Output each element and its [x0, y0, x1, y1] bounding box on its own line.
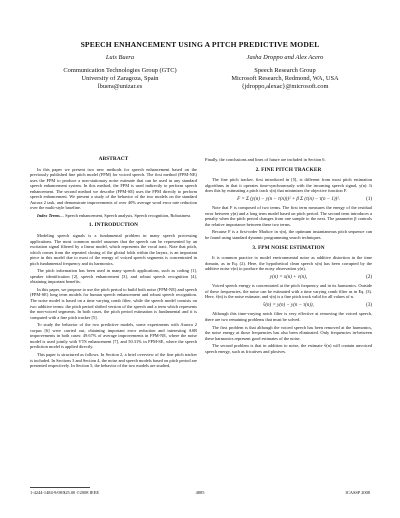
footer-rule [30, 487, 90, 488]
section-heading-intro: 1. INTRODUCTION [88, 222, 139, 229]
author-block-2 [205, 54, 365, 91]
paragraph: The first problem is that although the voiced speech has been removed at the harmonics, the noise energy at those frequencies has also been eliminated. Only frequencies in-between these harmonics represent good estimates of the noise. [205, 324, 372, 341]
index-terms-text: — Speech enhancement, Speech analysis, Speech recognition, Robustness [59, 212, 191, 218]
index-terms-label: Index Terms [37, 212, 60, 218]
equation-2 [205, 275, 372, 281]
right-column [205, 157, 372, 356]
author-affiliation: Communication Technologies Group (GTC) [63, 67, 177, 75]
author-affiliation: Speech Research Group [254, 67, 316, 75]
section-heading-noise: 3. FPM NOISE ESTIMATION [252, 244, 325, 251]
equation-3 [205, 303, 372, 309]
footer-copyright: 1-4244-1484-9/08/$25.00 ©2008 IEEE [30, 490, 100, 495]
equation-body: v̂(n) = y(n) − y(n − τ(n)), [263, 302, 314, 308]
author-email: {jdroppo,alexac}@microsoft.com [241, 83, 329, 91]
section-heading-tracker: 2. FINE PITCH TRACKER [255, 166, 322, 173]
paragraph: Finally, the conclusions and lines of future are included in Section 6. [205, 157, 326, 162]
paragraph: Because F is a first-order Markov in τ(n), the optimum instantaneous pitch sequence can be found using standard dynamic programming search techniques. [205, 229, 372, 241]
author-name: Jasha Droppo and Alex Acero [246, 54, 324, 61]
paragraph: Voiced speech energy is concentrated at the pitch frequency and in its harmonics. Outside of these frequencies, the noise can be estimated with a time varying comb filter as in Eq. (3). Here, v̂(n) is the noise estimate, and τ(n) is a fine pitch track valid for all values of n. [205, 283, 372, 300]
left-column [30, 157, 197, 371]
paragraph: Note that F is composed of two terms. The first term measures the energy of the residual error between y(n) and a long term model based on pitch period. The second term introduces a penalty when the pitch period changes from one sample to the next. The parameter β controls the relative importance between these two terms. [205, 205, 372, 227]
paragraph: To study the behavior of the two predictive models, some experiments with Aurora 2 corpus [6] were carried out, obtaining important error reduction and interesting ASR improvements in both cases: 49.67% of average improvements in FPM-NE, where the noise model is used jointly with VTS enhancement [7], and 50.31% in FPM-SE, where the speech prediction model is applied directly. [30, 322, 197, 350]
paragraph: The fine pitch tracker, first introduced in [5], is different from most pitch estimation algorithms in that it operates time-synchronously with the incoming speech signal, y(n). It does this by estimating a pitch track τ(n) that minimizes the objective function F. [205, 177, 372, 194]
equation-body: F = Σ (y(n) − y(n − τ(n)))² + β Σ (τ(n) − τ(n − 1))². [237, 196, 340, 202]
paragraph: It is common practice to model environmental noise as additive distortion in the time domain, as in Eq. (2). Here, the hypothetical clean speech x(n) has been corrupted by the additive noise v(n) to produce the noisy observation y(n), [205, 255, 372, 272]
paragraph: Modeling speech signals is a fundamental problem in many speech processing applications. The most common model assumes that the speech can be represented by an excitation signal filtered by a linear model, which represents the vocal tract. Note that pitch, which comes from the repeated closing of the glottal folds within the larynx, is an important piece in this model due to most of the energy of voiced speech segments is concentrated in pitch fundamental frequency and its harmonics. [30, 233, 197, 266]
abstract-text: In this paper we present two new methods for speech enhancement based on the previously published fine pitch model (FPM) for voiced speech. The first method (FPM-NE) uses the FPM to produce a non-stationary noise estimate that can be used in any standard speech enhancement system. In this method, the FPM is used indirectly to perform speech enhancement. The second method we describe (FPM-SE) uses the FPM directly to perform speech enhancement. We present a study of the behavior of the two models on the standard Aurora 2 task, and demonstrate improvements of over 40% average word error rate reduction over the multi-style baseline. [30, 166, 197, 211]
paragraph: Although this time-varying notch filter is very effective at removing the voiced speech, there are two remaining problems that must be solved. [205, 311, 372, 323]
paper-title: SPEECH ENHANCEMENT USING A PITCH PREDICTIVE MODEL [80, 40, 320, 49]
equation-number: (1) [366, 196, 372, 202]
equation-body: y(n) = x(n) + v(n), [269, 274, 308, 280]
page-number: 4885 [195, 490, 205, 495]
paragraph: The pitch information has been used in many speech applications, such as coding [1], speaker identification [2], speech enhancement [3], and robust speech recognition [4], obtaining important benefits. [30, 268, 197, 285]
paragraph: In this paper, we propose to use the pitch period to build both noise (FPM-NE) and speech (FPM-SE) long term models for human speech enhancement and robust speech recognition. The noise model is based on a time varying comb filter, while the speech model consists on two additive terms: the pitch period shifted version of the speech and a term which represents the non-voiced segments. In both cases, the pitch period estimation is fundamental and it is computed with a fine pitch tracker [5]. [30, 286, 197, 320]
equation-1 [205, 197, 372, 203]
abstract-heading: ABSTRACT [98, 156, 129, 162]
paragraph: The second problem is that in addition to noise, the estimate v̂(n) will contain unvoiced speech energy, such as fricatives and plosives. [205, 343, 372, 354]
conference-name: ICASSP 2008 [345, 490, 370, 495]
equation-number: (3) [366, 302, 372, 308]
paragraph: This paper is structured as follows. In Section 2, a brief overview of the fine pitch tracker is included. In Sections 3 and Section 4, the noise and speech models based on pitch period are presented respectively. In Section 5, the behavior of the two models are studied, [30, 351, 197, 369]
index-terms [30, 213, 197, 219]
author-affiliation: Microsoft Research, Redmond, WA, USA [231, 75, 339, 83]
author-email: lbuera@unizar.es [97, 83, 143, 91]
author-affiliation: University of Zaragoza, Spain [81, 75, 159, 83]
equation-number: (2) [366, 274, 372, 280]
author-block-1 [40, 54, 200, 91]
author-name: Luis Buera [105, 54, 135, 61]
